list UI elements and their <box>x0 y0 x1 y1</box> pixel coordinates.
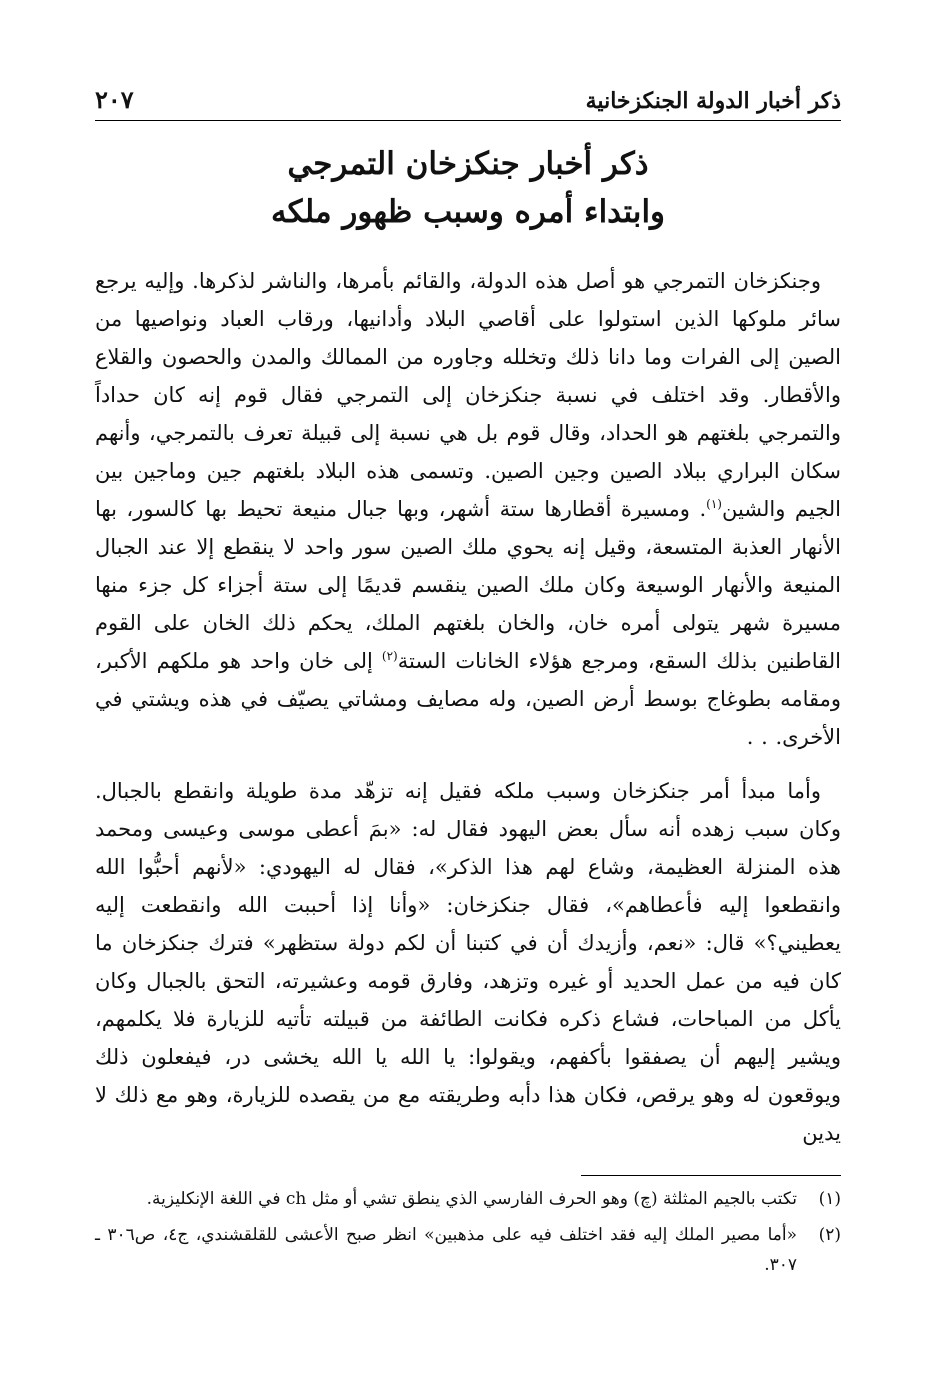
title-line-1: ذكر أخبار جنكزخان التمرجي <box>287 146 649 182</box>
paragraph-1-part-1: وجنكزخان التمرجي هو أصل هذه الدولة، والقائم بأمرها، والناشر لذكرها. وإليه يرجع سائر ملوكها الذين استولوا على أقاصي البلاد وأدانيها، ورقاب العباد ونواصيها من الصين إلى الفرات وما دانا ذلك وتخلله وجاوره من الممالك والمدن والحصون والقلاع والأقطار. وقد اختلف في نسبة جنكزخان إلى التمرجي فقال قوم إنه كان حداداً والتمرجي بلغتهم هو الحداد، وقال قوم بل هي نسبة إلى قبيلة تعرف بالتمرجي، وأنهم سكان البراري ببلاد الصين وجين الصين. وتسمى هذه البلاد بلغتهم جين وماجين بين الجيم والشين <box>95 269 841 521</box>
chapter-title <box>95 140 841 236</box>
paragraph-1 <box>95 262 841 756</box>
footnote-ref-2: (٢) <box>381 649 398 663</box>
title-line-2: وابتداء أمره وسبب ظهور ملكه <box>270 194 666 230</box>
running-title: ذكر أخبار الدولة الجنكزخانية <box>585 88 841 114</box>
footnote-1 <box>95 1184 841 1214</box>
paragraph-1-part-2: . ومسيرة أقطارها ستة أشهر، وبها جبال منيعة تحيط بها كالسور، بها الأنهار العذبة المتسعة، وقيل إنه يحوي ملك الصين سور واحد لا ينقطع إلا عند الجبال المنيعة والأنهار الوسيعة وكان ملك الصين ينقسم قديمًا إلى ستة أجزاء كل جزء منها مسيرة شهر يتولى أمره خان، والخان بلغتهم الملك، يحكم ذلك الخان على القوم القاطنين بذلك السقع، ومرجع هؤلاء الخانات الستة <box>95 497 841 673</box>
paragraph-2: وأما مبدأ أمر جنكزخان وسبب ملكه فقيل إنه تزهّد مدة طويلة وانقطع بالجبال. وكان سبب زهده أنه سأل بعض اليهود فقال له: «بمَ أعطى موسى وعيسى ومحمد هذه المنزلة العظيمة، وشاع لهم هذا الذكر»، فقال له اليهودي: «لأنهم أحبُّوا الله وانقطعوا إليه فأعطاهم»، فقال جنكزخان: «وأنا إذا أحببت الله وانقطعت إليه يعطيني؟» قال: «نعم، وأزيدك أن في كتبنا أن لكم دولة ستظهر» فترك جنكزخان ما كان فيه من عمل الحديد أو غيره وتزهد، وفارق قومه وعشيرته، التحق بالجبال وكان يأكل من المباحات، فشاع ذكره فكانت الطائفة من قبيلته تأتيه للزيارة فلا يكلمهم، ويشير إليهم أن يصفقوا بأكفهم، ويقولوا: يا الله يا الله يخشى در، فيفعلون ذلك ويوقعون له وهو يرقص، فكان هذا دأبه وطريقته مع من يقصده للزيارة، وهو مع ذلك لا يدين <box>95 779 841 1145</box>
footnote-2-mark: (٢) <box>818 1225 841 1245</box>
footnote-divider <box>581 1175 841 1176</box>
footnotes <box>95 1184 841 1286</box>
footnote-2 <box>95 1220 841 1280</box>
footnote-1-text: تكتب بالجيم المثلثة (چ) وهو الحرف الفارسي الذي ينطق تشي أو مثل ch في اللغة الإنكليزية. <box>146 1189 797 1209</box>
footnote-1-mark: (١) <box>818 1189 841 1209</box>
paragraph-1-part-3: إلى خان واحد هو ملكهم الأكبر، ومقامه بطوغاج بوسط أرض الصين، وله مصايف ومشاتي يصيّف في هذه ويشتي في الأخرى. . . <box>95 649 841 749</box>
page-header <box>95 78 841 121</box>
footnote-2-text: «أما مصير الملك إليه فقد اختلف فيه على مذهبين» انظر صبح الأعشى للقلقشندي، ج٤، ص٣٠٦ ـ ٣٠٧. <box>95 1225 797 1275</box>
body-text <box>95 262 841 1152</box>
page-number: ٢٠٧ <box>95 85 134 114</box>
footnote-ref-1: (١) <box>706 497 722 511</box>
